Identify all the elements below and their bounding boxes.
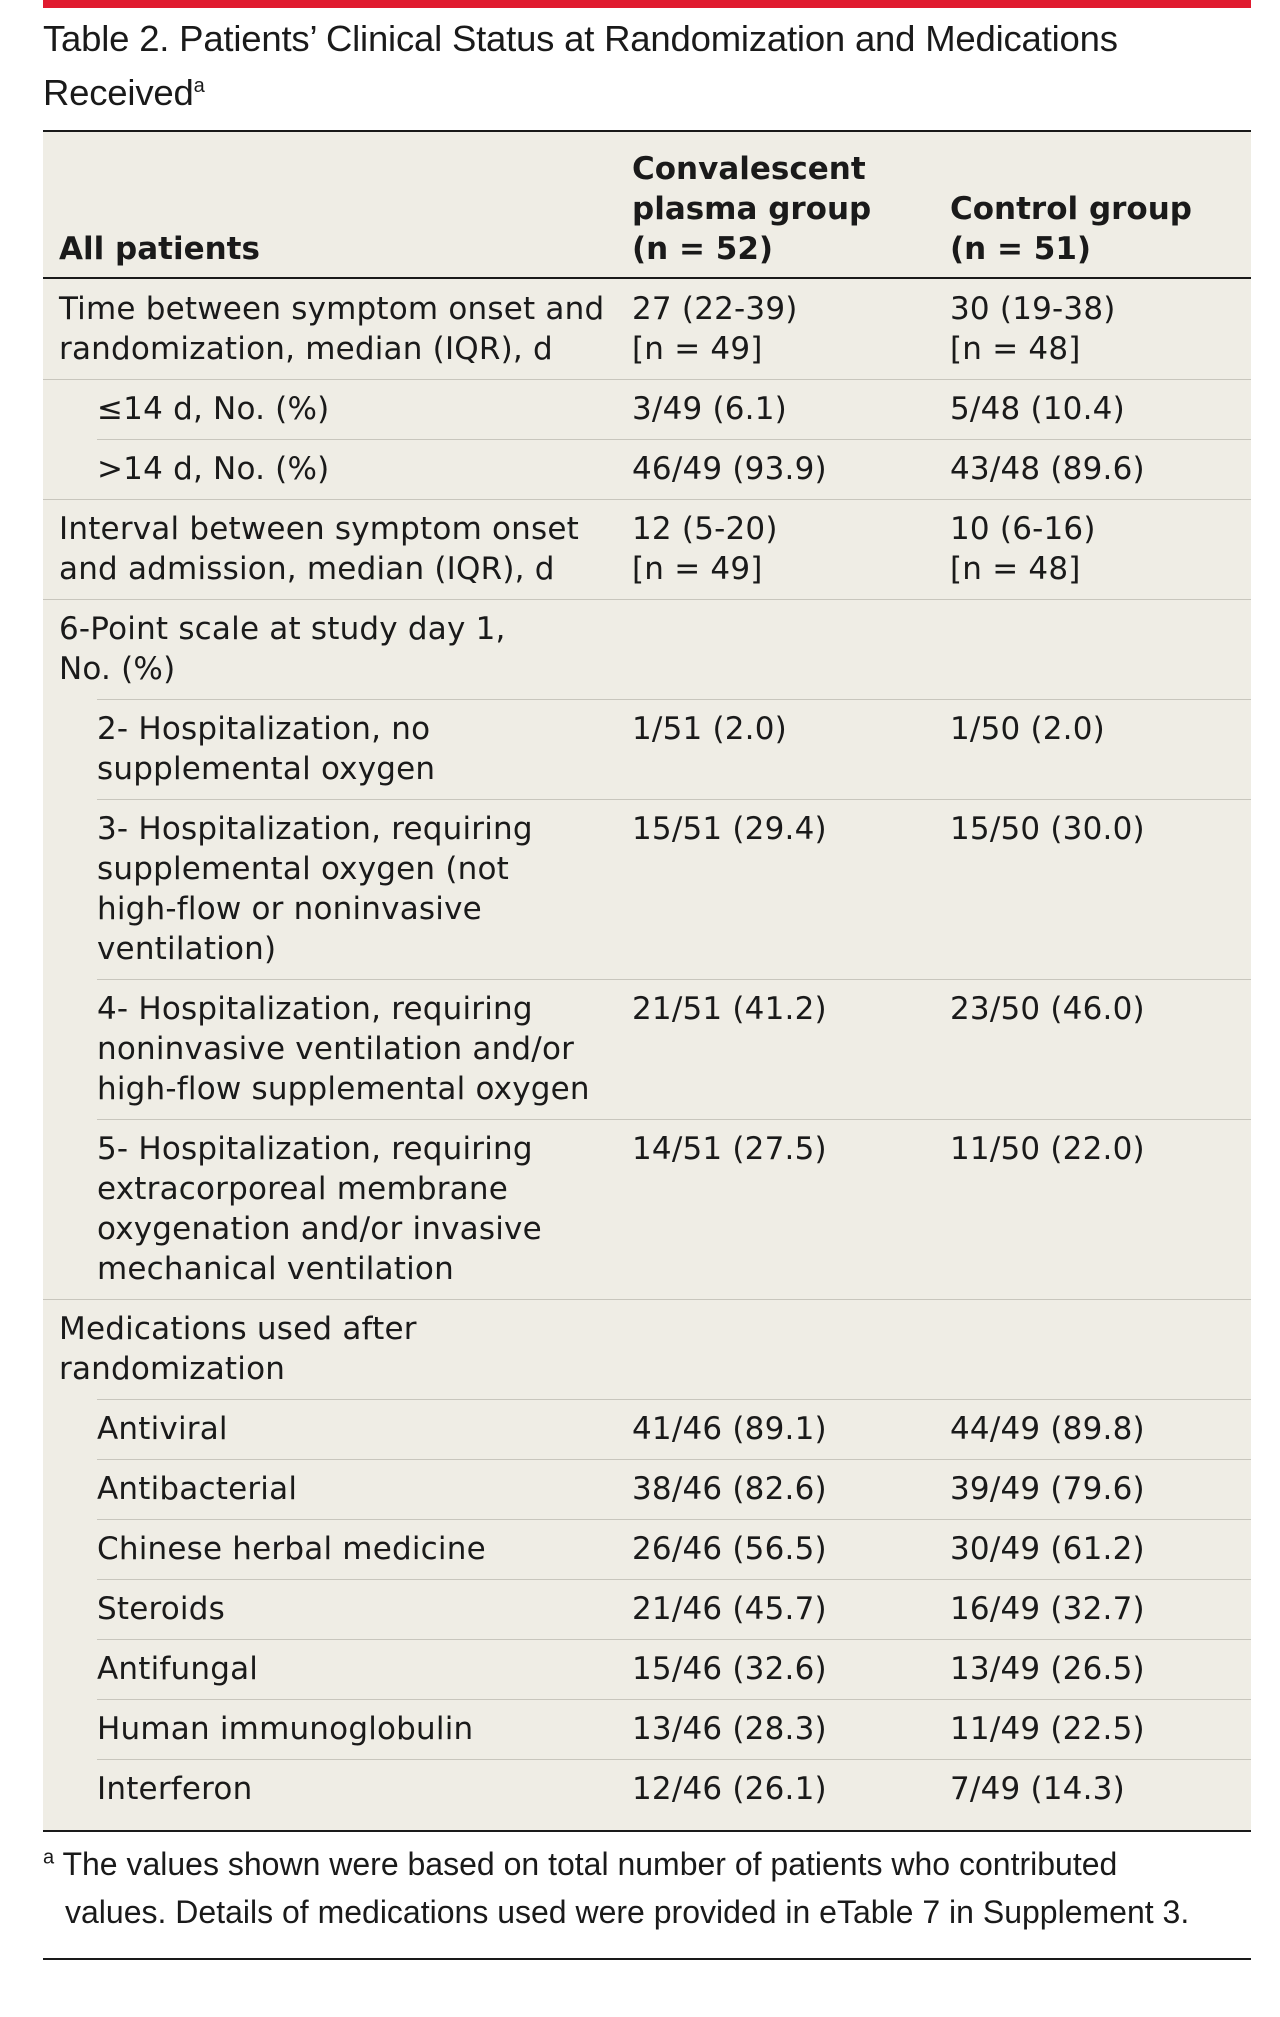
- control-value-line: [n = 48]: [950, 551, 1081, 587]
- table-row: [43, 1579, 1251, 1639]
- plasma-value: [632, 289, 798, 369]
- row-label: [97, 389, 329, 429]
- plasma-value: [632, 809, 827, 849]
- footnote-line-2: values. Details of medications used were provided in eTable 7 in Supplement 3.: [65, 1894, 1190, 1930]
- control-value: [950, 1129, 1145, 1169]
- row-label-line: supplemental oxygen (not: [97, 851, 509, 887]
- row-label-line: Antifungal: [97, 1651, 259, 1687]
- accent-rule: [43, 0, 1251, 8]
- table-row: [43, 979, 1251, 1119]
- row-label-line: 4- Hospitalization, requiring: [97, 991, 533, 1027]
- table-row: [43, 1519, 1251, 1579]
- table-title: [43, 12, 1253, 120]
- row-label: [59, 1309, 417, 1389]
- control-value-line: 11/49 (22.5): [950, 1711, 1145, 1747]
- table-row: [43, 279, 1251, 379]
- bottom-rule: [43, 1958, 1251, 1960]
- plasma-value: [632, 509, 778, 589]
- row-label: [97, 1129, 542, 1289]
- plasma-value-line: 12/46 (26.1): [632, 1771, 827, 1807]
- row-label-line: mechanical ventilation: [97, 1251, 454, 1287]
- control-value-line: 30/49 (61.2): [950, 1531, 1145, 1567]
- control-value: [950, 1589, 1145, 1629]
- row-label-line: ≤14 d, No. (%): [97, 391, 330, 427]
- data-table: [43, 130, 1251, 1832]
- row-label-line: 3- Hospitalization, requiring: [97, 811, 533, 847]
- row-label-line: >14 d, No. (%): [97, 451, 330, 487]
- control-value: [950, 1649, 1145, 1689]
- header-control-line: Control group: [950, 191, 1192, 227]
- footnote-line-1: The values shown were based on total number of patients who contributed: [62, 1846, 1118, 1882]
- row-label-line: and admission, median (IQR), d: [59, 551, 555, 587]
- control-value: [950, 1709, 1145, 1749]
- plasma-value: [632, 1469, 827, 1509]
- header-plasma-group: [632, 149, 871, 269]
- table-row: [43, 599, 1251, 699]
- table-row: [43, 1759, 1251, 1819]
- row-label: [97, 1649, 258, 1689]
- table-row: [43, 699, 1251, 799]
- row-label-line: randomization: [59, 1351, 286, 1387]
- plasma-value-line: [n = 49]: [632, 551, 763, 587]
- plasma-value: [632, 709, 787, 749]
- plasma-value-line: 3/49 (6.1): [632, 391, 787, 427]
- plasma-value-line: 41/46 (89.1): [632, 1411, 827, 1447]
- plasma-value: [632, 1129, 827, 1169]
- plasma-value-line: 15/46 (32.6): [632, 1651, 827, 1687]
- row-label: [59, 609, 506, 689]
- row-label: [97, 1769, 252, 1809]
- row-label-line: extracorporeal membrane: [97, 1171, 508, 1207]
- row-label-line: 2- Hospitalization, no: [97, 711, 431, 747]
- plasma-value-line: 46/49 (93.9): [632, 451, 827, 487]
- row-label: [97, 1469, 297, 1509]
- plasma-value: [632, 1709, 827, 1749]
- control-value-line: [n = 48]: [950, 331, 1081, 367]
- row-label-line: Interferon: [97, 1771, 253, 1807]
- row-label: [97, 449, 329, 489]
- row-label: [97, 1589, 225, 1629]
- plasma-value: [632, 1529, 827, 1569]
- plasma-value: [632, 989, 827, 1029]
- plasma-value-line: [n = 49]: [632, 331, 763, 367]
- control-value-line: 11/50 (22.0): [950, 1131, 1145, 1167]
- plasma-value-line: 21/51 (41.2): [632, 991, 827, 1027]
- row-label-line: No. (%): [59, 651, 176, 687]
- row-label-line: Medications used after: [59, 1311, 417, 1347]
- control-value: [950, 1769, 1125, 1809]
- control-value-line: 7/49 (14.3): [950, 1771, 1125, 1807]
- table-row: [43, 1699, 1251, 1759]
- row-label-line: Antiviral: [97, 1411, 228, 1447]
- row-label-line: Steroids: [97, 1591, 225, 1627]
- plasma-value-line: 13/46 (28.3): [632, 1711, 827, 1747]
- plasma-value-line: 14/51 (27.5): [632, 1131, 827, 1167]
- header-plasma-line: (n = 52): [632, 231, 774, 267]
- table-row: [43, 1119, 1251, 1299]
- control-value-line: 44/49 (89.8): [950, 1411, 1145, 1447]
- control-value-line: 43/48 (89.6): [950, 451, 1145, 487]
- plasma-value-line: 15/51 (29.4): [632, 811, 827, 847]
- control-value-line: 23/50 (46.0): [950, 991, 1145, 1027]
- title-footnote-marker: a: [193, 74, 205, 97]
- row-label-line: 6-Point scale at study day 1,: [59, 611, 506, 647]
- table-row: [43, 1299, 1251, 1399]
- control-value: [950, 809, 1145, 849]
- control-value-line: 16/49 (32.7): [950, 1591, 1145, 1627]
- table-row: [43, 1459, 1251, 1519]
- row-label-line: ventilation): [97, 931, 277, 967]
- plasma-value: [632, 1589, 827, 1629]
- control-value: [950, 989, 1145, 1029]
- header-plasma-line: Convalescent: [632, 151, 866, 187]
- header-control-line: (n = 51): [950, 231, 1092, 267]
- row-label-line: noninvasive ventilation and/or: [97, 1031, 575, 1067]
- row-label-line: Time between symptom onset and: [59, 291, 605, 327]
- table-footnote: [43, 1840, 1253, 1936]
- row-label-line: 5- Hospitalization, requiring: [97, 1131, 533, 1167]
- control-value: [950, 1469, 1145, 1509]
- row-label: [97, 809, 533, 969]
- control-value-line: 15/50 (30.0): [950, 811, 1145, 847]
- row-label-line: Antibacterial: [97, 1471, 298, 1507]
- table-header: [43, 132, 1251, 279]
- control-value-line: 10 (6-16): [950, 511, 1096, 547]
- table-row: [43, 1399, 1251, 1459]
- control-value: [950, 449, 1145, 489]
- row-label: [97, 1529, 486, 1569]
- footnote-marker: a: [43, 1846, 55, 1869]
- table-title-text: Table 2. Patients’ Clinical Status at Randomization and Medications Received: [43, 18, 1118, 113]
- row-label-line: Human immunoglobulin: [97, 1711, 474, 1747]
- table-row: [43, 799, 1251, 979]
- plasma-value: [632, 449, 827, 489]
- control-value: [950, 509, 1096, 589]
- row-label-line: randomization, median (IQR), d: [59, 331, 553, 367]
- row-label-line: high-flow or noninvasive: [97, 891, 482, 927]
- row-label: [59, 289, 604, 369]
- control-value: [950, 1409, 1145, 1449]
- header-control-group: [950, 189, 1192, 269]
- control-value-line: 13/49 (26.5): [950, 1651, 1145, 1687]
- plasma-value: [632, 1649, 827, 1689]
- plasma-value-line: 12 (5-20): [632, 511, 778, 547]
- row-label: [97, 1709, 473, 1749]
- plasma-value-line: 26/46 (56.5): [632, 1531, 827, 1567]
- row-label-line: Interval between symptom onset: [59, 511, 580, 547]
- row-label-line: oxygenation and/or invasive: [97, 1211, 542, 1247]
- header-plasma-line: plasma group: [632, 191, 872, 227]
- row-label: [97, 989, 590, 1109]
- row-label-line: Chinese herbal medicine: [97, 1531, 486, 1567]
- row-label-line: supplemental oxygen: [97, 751, 436, 787]
- plasma-value: [632, 1409, 827, 1449]
- plasma-value-line: 27 (22-39): [632, 291, 798, 327]
- row-label-line: high-flow supplemental oxygen: [97, 1071, 590, 1107]
- table-row: [43, 499, 1251, 599]
- plasma-value-line: 38/46 (82.6): [632, 1471, 827, 1507]
- control-value: [950, 289, 1116, 369]
- control-value: [950, 1529, 1145, 1569]
- plasma-value: [632, 389, 787, 429]
- row-label: [59, 509, 579, 589]
- control-value-line: 1/50 (2.0): [950, 711, 1105, 747]
- plasma-value-line: 1/51 (2.0): [632, 711, 787, 747]
- table-row: [43, 439, 1251, 499]
- plasma-value-line: 21/46 (45.7): [632, 1591, 827, 1627]
- table-row: [43, 379, 1251, 439]
- control-value: [950, 709, 1105, 749]
- plasma-value: [632, 1769, 827, 1809]
- header-all-patients: All patients: [59, 231, 260, 267]
- table-row: [43, 1639, 1251, 1699]
- control-value: [950, 389, 1125, 429]
- row-label: [97, 1409, 228, 1449]
- control-value-line: 39/49 (79.6): [950, 1471, 1145, 1507]
- row-label: [97, 709, 435, 789]
- control-value-line: 30 (19-38): [950, 291, 1116, 327]
- control-value-line: 5/48 (10.4): [950, 391, 1125, 427]
